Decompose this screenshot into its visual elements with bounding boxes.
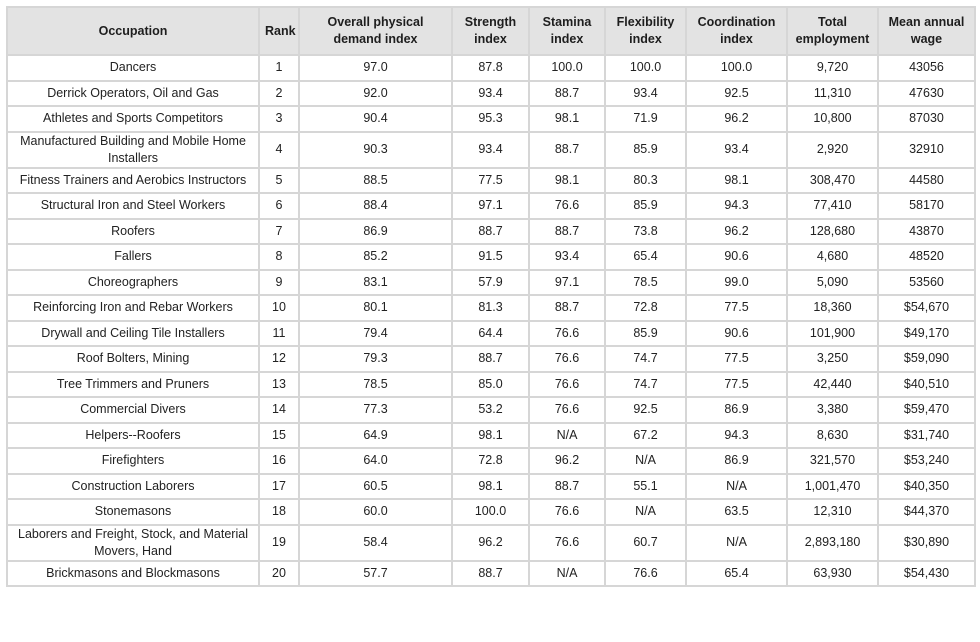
cell-overall-index: 79.4 bbox=[299, 321, 452, 347]
table-row bbox=[7, 423, 975, 449]
cell-occupation: Laborers and Freight, Stock, and Material Movers, Hand bbox=[7, 525, 259, 561]
table-row bbox=[7, 397, 975, 423]
cell-mean-annual-wage: 48520 bbox=[878, 244, 975, 270]
cell-coordination-index: N/A bbox=[686, 474, 787, 500]
table-row bbox=[7, 270, 975, 296]
cell-mean-annual-wage: $54,670 bbox=[878, 295, 975, 321]
cell-overall-index: 90.4 bbox=[299, 106, 452, 132]
cell-mean-annual-wage: $59,470 bbox=[878, 397, 975, 423]
cell-overall-index: 77.3 bbox=[299, 397, 452, 423]
header-row bbox=[7, 7, 975, 55]
header-total-employment: Total employment bbox=[787, 7, 878, 55]
cell-total-employment: 2,893,180 bbox=[787, 525, 878, 561]
cell-overall-index: 80.1 bbox=[299, 295, 452, 321]
table-row bbox=[7, 499, 975, 525]
cell-flexibility-index: 85.9 bbox=[605, 132, 686, 168]
cell-overall-index: 97.0 bbox=[299, 55, 452, 81]
cell-coordination-index: 94.3 bbox=[686, 423, 787, 449]
header-coordination-index: Coordination index bbox=[686, 7, 787, 55]
cell-stamina-index: 88.7 bbox=[529, 132, 605, 168]
table-row bbox=[7, 321, 975, 347]
cell-flexibility-index: 100.0 bbox=[605, 55, 686, 81]
table-row bbox=[7, 244, 975, 270]
cell-coordination-index: 65.4 bbox=[686, 561, 787, 587]
cell-mean-annual-wage: $30,890 bbox=[878, 525, 975, 561]
cell-occupation: Structural Iron and Steel Workers bbox=[7, 193, 259, 219]
cell-overall-index: 83.1 bbox=[299, 270, 452, 296]
table-body bbox=[7, 55, 975, 586]
cell-coordination-index: 63.5 bbox=[686, 499, 787, 525]
cell-flexibility-index: 60.7 bbox=[605, 525, 686, 561]
cell-overall-index: 60.0 bbox=[299, 499, 452, 525]
cell-strength-index: 87.8 bbox=[452, 55, 529, 81]
table-row bbox=[7, 132, 975, 168]
cell-coordination-index: 98.1 bbox=[686, 168, 787, 194]
cell-coordination-index: 86.9 bbox=[686, 397, 787, 423]
cell-rank: 13 bbox=[259, 372, 299, 398]
cell-flexibility-index: N/A bbox=[605, 499, 686, 525]
cell-occupation: Roofers bbox=[7, 219, 259, 245]
cell-mean-annual-wage: $31,740 bbox=[878, 423, 975, 449]
cell-rank: 8 bbox=[259, 244, 299, 270]
table-row bbox=[7, 561, 975, 587]
cell-overall-index: 90.3 bbox=[299, 132, 452, 168]
cell-flexibility-index: 73.8 bbox=[605, 219, 686, 245]
cell-rank: 7 bbox=[259, 219, 299, 245]
cell-occupation: Manufactured Building and Mobile Home Installers bbox=[7, 132, 259, 168]
cell-rank: 16 bbox=[259, 448, 299, 474]
cell-coordination-index: 93.4 bbox=[686, 132, 787, 168]
cell-stamina-index: 76.6 bbox=[529, 525, 605, 561]
cell-rank: 17 bbox=[259, 474, 299, 500]
cell-total-employment: 5,090 bbox=[787, 270, 878, 296]
cell-total-employment: 11,310 bbox=[787, 81, 878, 107]
cell-mean-annual-wage: 44580 bbox=[878, 168, 975, 194]
header-occupation: Occupation bbox=[7, 7, 259, 55]
cell-overall-index: 64.0 bbox=[299, 448, 452, 474]
cell-coordination-index: 86.9 bbox=[686, 448, 787, 474]
table-row bbox=[7, 372, 975, 398]
cell-strength-index: 97.1 bbox=[452, 193, 529, 219]
cell-occupation: Stonemasons bbox=[7, 499, 259, 525]
cell-total-employment: 18,360 bbox=[787, 295, 878, 321]
data-table bbox=[6, 6, 976, 587]
cell-mean-annual-wage: $49,170 bbox=[878, 321, 975, 347]
cell-occupation: Firefighters bbox=[7, 448, 259, 474]
cell-flexibility-index: N/A bbox=[605, 448, 686, 474]
cell-overall-index: 88.4 bbox=[299, 193, 452, 219]
cell-strength-index: 88.7 bbox=[452, 346, 529, 372]
cell-mean-annual-wage: $53,240 bbox=[878, 448, 975, 474]
table-row bbox=[7, 193, 975, 219]
cell-mean-annual-wage: $54,430 bbox=[878, 561, 975, 587]
cell-stamina-index: 76.6 bbox=[529, 499, 605, 525]
cell-overall-index: 57.7 bbox=[299, 561, 452, 587]
cell-flexibility-index: 92.5 bbox=[605, 397, 686, 423]
cell-stamina-index: 88.7 bbox=[529, 219, 605, 245]
cell-rank: 6 bbox=[259, 193, 299, 219]
cell-rank: 12 bbox=[259, 346, 299, 372]
cell-occupation: Fitness Trainers and Aerobics Instructors bbox=[7, 168, 259, 194]
cell-total-employment: 8,630 bbox=[787, 423, 878, 449]
cell-coordination-index: 96.2 bbox=[686, 106, 787, 132]
cell-stamina-index: 88.7 bbox=[529, 474, 605, 500]
cell-strength-index: 88.7 bbox=[452, 561, 529, 587]
cell-occupation: Brickmasons and Blockmasons bbox=[7, 561, 259, 587]
cell-occupation: Helpers--Roofers bbox=[7, 423, 259, 449]
cell-occupation: Tree Trimmers and Pruners bbox=[7, 372, 259, 398]
cell-overall-index: 60.5 bbox=[299, 474, 452, 500]
cell-stamina-index: 76.6 bbox=[529, 346, 605, 372]
cell-occupation: Drywall and Ceiling Tile Installers bbox=[7, 321, 259, 347]
cell-strength-index: 98.1 bbox=[452, 423, 529, 449]
cell-total-employment: 77,410 bbox=[787, 193, 878, 219]
table-row bbox=[7, 219, 975, 245]
cell-overall-index: 92.0 bbox=[299, 81, 452, 107]
cell-stamina-index: N/A bbox=[529, 561, 605, 587]
cell-occupation: Construction Laborers bbox=[7, 474, 259, 500]
cell-total-employment: 128,680 bbox=[787, 219, 878, 245]
cell-rank: 11 bbox=[259, 321, 299, 347]
cell-total-employment: 321,570 bbox=[787, 448, 878, 474]
cell-stamina-index: 98.1 bbox=[529, 106, 605, 132]
cell-stamina-index: 76.6 bbox=[529, 193, 605, 219]
cell-strength-index: 64.4 bbox=[452, 321, 529, 347]
table-row bbox=[7, 448, 975, 474]
cell-strength-index: 100.0 bbox=[452, 499, 529, 525]
cell-rank: 3 bbox=[259, 106, 299, 132]
cell-total-employment: 308,470 bbox=[787, 168, 878, 194]
header-strength-index: Strength index bbox=[452, 7, 529, 55]
cell-flexibility-index: 55.1 bbox=[605, 474, 686, 500]
cell-strength-index: 77.5 bbox=[452, 168, 529, 194]
cell-total-employment: 4,680 bbox=[787, 244, 878, 270]
cell-occupation: Fallers bbox=[7, 244, 259, 270]
cell-occupation: Athletes and Sports Competitors bbox=[7, 106, 259, 132]
cell-strength-index: 93.4 bbox=[452, 132, 529, 168]
cell-total-employment: 101,900 bbox=[787, 321, 878, 347]
cell-overall-index: 79.3 bbox=[299, 346, 452, 372]
cell-total-employment: 9,720 bbox=[787, 55, 878, 81]
cell-strength-index: 91.5 bbox=[452, 244, 529, 270]
cell-mean-annual-wage: 87030 bbox=[878, 106, 975, 132]
cell-total-employment: 10,800 bbox=[787, 106, 878, 132]
cell-rank: 2 bbox=[259, 81, 299, 107]
cell-total-employment: 3,250 bbox=[787, 346, 878, 372]
cell-overall-index: 58.4 bbox=[299, 525, 452, 561]
cell-flexibility-index: 85.9 bbox=[605, 321, 686, 347]
cell-rank: 18 bbox=[259, 499, 299, 525]
cell-coordination-index: N/A bbox=[686, 525, 787, 561]
cell-rank: 20 bbox=[259, 561, 299, 587]
cell-occupation: Dancers bbox=[7, 55, 259, 81]
table-row bbox=[7, 55, 975, 81]
cell-occupation: Choreographers bbox=[7, 270, 259, 296]
header-stamina-index: Stamina index bbox=[529, 7, 605, 55]
cell-mean-annual-wage: 32910 bbox=[878, 132, 975, 168]
cell-stamina-index: 76.6 bbox=[529, 321, 605, 347]
cell-occupation: Derrick Operators, Oil and Gas bbox=[7, 81, 259, 107]
table-row bbox=[7, 106, 975, 132]
cell-overall-index: 85.2 bbox=[299, 244, 452, 270]
cell-overall-index: 88.5 bbox=[299, 168, 452, 194]
cell-flexibility-index: 78.5 bbox=[605, 270, 686, 296]
cell-stamina-index: 76.6 bbox=[529, 372, 605, 398]
header-overall-index: Overall physical demand index bbox=[299, 7, 452, 55]
cell-strength-index: 72.8 bbox=[452, 448, 529, 474]
cell-rank: 4 bbox=[259, 132, 299, 168]
cell-mean-annual-wage: 47630 bbox=[878, 81, 975, 107]
table-row bbox=[7, 168, 975, 194]
table-row bbox=[7, 295, 975, 321]
cell-coordination-index: 94.3 bbox=[686, 193, 787, 219]
cell-flexibility-index: 93.4 bbox=[605, 81, 686, 107]
cell-strength-index: 98.1 bbox=[452, 474, 529, 500]
cell-total-employment: 1,001,470 bbox=[787, 474, 878, 500]
cell-total-employment: 42,440 bbox=[787, 372, 878, 398]
cell-flexibility-index: 76.6 bbox=[605, 561, 686, 587]
cell-stamina-index: 76.6 bbox=[529, 397, 605, 423]
table-row bbox=[7, 81, 975, 107]
cell-stamina-index: N/A bbox=[529, 423, 605, 449]
cell-coordination-index: 90.6 bbox=[686, 321, 787, 347]
header-flexibility-index: Flexibility index bbox=[605, 7, 686, 55]
cell-overall-index: 78.5 bbox=[299, 372, 452, 398]
cell-rank: 9 bbox=[259, 270, 299, 296]
cell-total-employment: 3,380 bbox=[787, 397, 878, 423]
cell-strength-index: 93.4 bbox=[452, 81, 529, 107]
cell-coordination-index: 77.5 bbox=[686, 346, 787, 372]
cell-strength-index: 96.2 bbox=[452, 525, 529, 561]
cell-mean-annual-wage: $40,350 bbox=[878, 474, 975, 500]
cell-strength-index: 81.3 bbox=[452, 295, 529, 321]
cell-total-employment: 12,310 bbox=[787, 499, 878, 525]
cell-mean-annual-wage: 53560 bbox=[878, 270, 975, 296]
cell-coordination-index: 90.6 bbox=[686, 244, 787, 270]
cell-mean-annual-wage: 58170 bbox=[878, 193, 975, 219]
cell-rank: 14 bbox=[259, 397, 299, 423]
cell-coordination-index: 92.5 bbox=[686, 81, 787, 107]
cell-occupation: Reinforcing Iron and Rebar Workers bbox=[7, 295, 259, 321]
cell-mean-annual-wage: 43056 bbox=[878, 55, 975, 81]
cell-flexibility-index: 80.3 bbox=[605, 168, 686, 194]
cell-total-employment: 63,930 bbox=[787, 561, 878, 587]
cell-total-employment: 2,920 bbox=[787, 132, 878, 168]
cell-coordination-index: 96.2 bbox=[686, 219, 787, 245]
cell-flexibility-index: 67.2 bbox=[605, 423, 686, 449]
header-rank: Rank bbox=[259, 7, 299, 55]
table-row bbox=[7, 525, 975, 561]
cell-coordination-index: 100.0 bbox=[686, 55, 787, 81]
cell-strength-index: 53.2 bbox=[452, 397, 529, 423]
cell-strength-index: 85.0 bbox=[452, 372, 529, 398]
cell-coordination-index: 77.5 bbox=[686, 372, 787, 398]
cell-stamina-index: 93.4 bbox=[529, 244, 605, 270]
cell-stamina-index: 98.1 bbox=[529, 168, 605, 194]
cell-rank: 19 bbox=[259, 525, 299, 561]
table-row bbox=[7, 346, 975, 372]
header-mean-annual-wage: Mean annual wage bbox=[878, 7, 975, 55]
cell-stamina-index: 96.2 bbox=[529, 448, 605, 474]
cell-occupation: Commercial Divers bbox=[7, 397, 259, 423]
cell-stamina-index: 88.7 bbox=[529, 81, 605, 107]
cell-flexibility-index: 85.9 bbox=[605, 193, 686, 219]
cell-mean-annual-wage: $40,510 bbox=[878, 372, 975, 398]
table-row bbox=[7, 474, 975, 500]
cell-coordination-index: 77.5 bbox=[686, 295, 787, 321]
cell-rank: 1 bbox=[259, 55, 299, 81]
cell-strength-index: 95.3 bbox=[452, 106, 529, 132]
cell-flexibility-index: 71.9 bbox=[605, 106, 686, 132]
cell-mean-annual-wage: 43870 bbox=[878, 219, 975, 245]
cell-overall-index: 86.9 bbox=[299, 219, 452, 245]
cell-coordination-index: 99.0 bbox=[686, 270, 787, 296]
cell-stamina-index: 100.0 bbox=[529, 55, 605, 81]
cell-stamina-index: 88.7 bbox=[529, 295, 605, 321]
cell-strength-index: 57.9 bbox=[452, 270, 529, 296]
cell-flexibility-index: 65.4 bbox=[605, 244, 686, 270]
cell-mean-annual-wage: $44,370 bbox=[878, 499, 975, 525]
cell-stamina-index: 97.1 bbox=[529, 270, 605, 296]
cell-flexibility-index: 74.7 bbox=[605, 372, 686, 398]
cell-rank: 5 bbox=[259, 168, 299, 194]
cell-overall-index: 64.9 bbox=[299, 423, 452, 449]
cell-flexibility-index: 74.7 bbox=[605, 346, 686, 372]
cell-flexibility-index: 72.8 bbox=[605, 295, 686, 321]
cell-rank: 10 bbox=[259, 295, 299, 321]
cell-rank: 15 bbox=[259, 423, 299, 449]
cell-occupation: Roof Bolters, Mining bbox=[7, 346, 259, 372]
cell-strength-index: 88.7 bbox=[452, 219, 529, 245]
cell-mean-annual-wage: $59,090 bbox=[878, 346, 975, 372]
